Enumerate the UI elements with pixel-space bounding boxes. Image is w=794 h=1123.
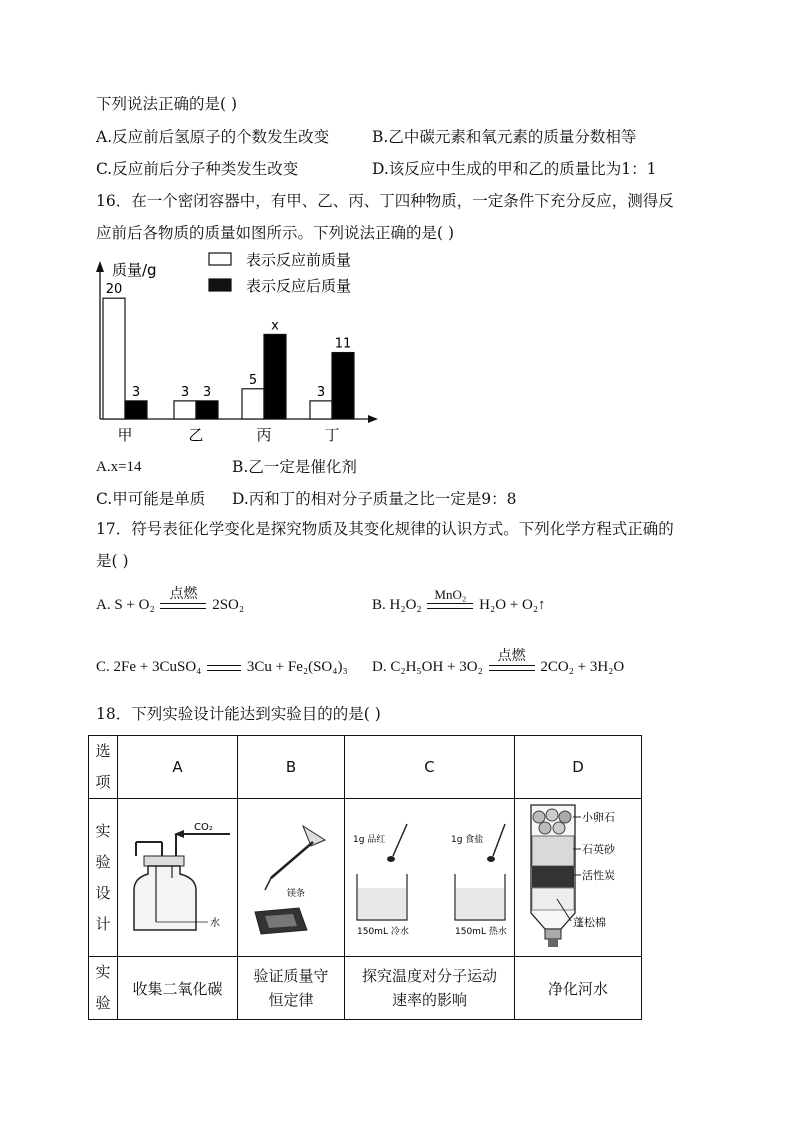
q17-c-equals	[207, 665, 241, 671]
q16-option-a: A.x=14	[96, 459, 142, 475]
legend-label-before: 表示反应前质量	[246, 251, 352, 269]
q17-option-a	[96, 586, 245, 613]
row-header-goal-text: 实 验	[95, 963, 111, 1012]
bar-甲-before	[103, 298, 125, 419]
beaker-right-bottom-label: 150mL 热水	[455, 926, 507, 936]
goal-c-line1: 探究温度对分子运动	[361, 967, 497, 985]
q17-b-right: H₂O + O₂↑	[479, 597, 546, 613]
q17-d-label: D.	[372, 659, 387, 675]
magnesium-label: 镁条	[287, 888, 306, 899]
q15-option-d: D.该反应中生成的甲和乙的质量比为1：1	[372, 160, 657, 178]
x-axis-arrow	[368, 415, 378, 423]
q17-c-label: C.	[96, 659, 110, 675]
q17-b-label: B.	[372, 597, 386, 613]
beakers-figure	[347, 816, 512, 936]
goal-c-line2: 速率的影响	[391, 991, 467, 1009]
beaker-left-top-label: 1g 品红	[353, 834, 386, 845]
layer-sand-label: 石英砂	[582, 842, 615, 856]
goal-a-line1: 收集二氧化碳	[132, 979, 223, 998]
category-label-乙: 乙	[188, 426, 204, 444]
row-header-design	[89, 799, 118, 957]
q17-a-right: 2SO₂	[212, 597, 245, 613]
legend-swatch-after	[209, 279, 231, 291]
bar-value-label: 3	[202, 384, 212, 400]
q17-d-right: 2CO₂ + 3H₂O	[540, 659, 625, 675]
bar-value-label: 3	[316, 384, 326, 400]
design-c-cell	[345, 799, 515, 957]
q17-c-left: 2Fe + 3CuSO₄	[113, 659, 202, 675]
row-header-goal	[89, 957, 118, 1020]
magnesium-burning-figure	[241, 816, 341, 936]
bar-value-label: 3	[180, 384, 190, 400]
q17-a-label: A.	[96, 597, 111, 613]
q17-c-right: 3Cu + Fe₂(SO₄)₃	[246, 659, 348, 675]
water-filter-figure	[517, 801, 639, 951]
goal-a-cell	[118, 957, 238, 1020]
gas-bottle-figure	[122, 816, 234, 936]
q17-b-left: H₂O₂	[389, 597, 422, 613]
q16-stem-line2: 应前后各物质的质量如图所示。下列说法正确的是( )	[96, 224, 455, 242]
table-row-options	[89, 736, 642, 799]
q18-experiment-table	[88, 735, 642, 1020]
design-d-cell	[515, 799, 642, 957]
category-label-丁: 丁	[324, 426, 340, 444]
bar-乙-before	[174, 401, 196, 419]
q16-option-d: D.丙和丁的相对分子质量之比一定是9：8	[232, 490, 517, 508]
bar-乙-after	[196, 401, 218, 419]
q17-option-b	[372, 586, 546, 613]
q16-stem-line1: 16．在一个密闭容器中，有甲、乙、丙、丁四种物质，一定条件下充分反应，测得反	[96, 192, 674, 210]
q17-d-equals	[489, 648, 535, 671]
layer-cotton-label: 蓬松棉	[573, 915, 606, 929]
q17-option-d	[372, 648, 625, 675]
design-a-cell	[118, 799, 238, 957]
bar-value-label: 5	[248, 372, 258, 388]
q15-option-c: C.反应前后分子种类发生改变	[96, 160, 299, 178]
layer-carbon-label: 活性炭	[582, 868, 615, 882]
beaker-right-top-label: 1g 食盐	[451, 834, 484, 845]
option-d-cell: D	[515, 736, 642, 799]
q17-d-condition: 点燃	[497, 648, 526, 664]
category-label-甲: 甲	[117, 426, 133, 444]
bar-value-label: x	[271, 318, 279, 334]
liquid-label: 水	[209, 917, 220, 929]
q17-b-condition: MnO₂	[434, 586, 467, 602]
y-axis-label: 质量/g	[112, 261, 157, 279]
option-b-cell: B	[238, 736, 345, 799]
bar-丁-before	[310, 401, 332, 419]
goal-c-cell	[345, 957, 515, 1020]
q16-bar-chart	[88, 250, 388, 446]
q18-stem: 18．下列实验设计能达到实验目的的是( )	[96, 705, 381, 723]
q17-d-left: C₂H₅OH + 3O₂	[390, 659, 483, 675]
bar-甲-after	[125, 401, 147, 419]
table-row-goal	[89, 957, 642, 1020]
option-c-cell: C	[345, 736, 515, 799]
layer-pebble-label: 小卵石	[582, 810, 615, 824]
bar-丙-before	[242, 389, 264, 419]
beaker-left-bottom-label: 150mL 冷水	[357, 926, 409, 936]
q17-stem-line2: 是( )	[96, 552, 129, 570]
y-axis-arrow	[96, 261, 104, 272]
category-label-丙: 丙	[256, 426, 272, 444]
option-a-cell: A	[118, 736, 238, 799]
goal-d-line1: 净化河水	[547, 979, 608, 998]
legend-swatch-before	[209, 253, 231, 265]
q17-stem-line1: 17．符号表征化学变化是探究物质及其变化规律的认识方式。下列化学方程式正确的	[96, 520, 674, 538]
row-header-options-text: 选 项	[95, 742, 111, 791]
row-header-design-text: 实 验 设 计	[95, 821, 111, 933]
q17-option-c	[96, 660, 348, 675]
goal-b-line2: 恒定律	[268, 991, 314, 1009]
q15-option-b: B.乙中碳元素和氧元素的质量分数相等	[372, 128, 637, 146]
goal-b-cell	[238, 957, 345, 1020]
q15-stem: 下列说法正确的是( )	[96, 95, 238, 113]
bar-丙-after	[264, 334, 286, 419]
q16-option-b: B.乙一定是催化剂	[232, 458, 357, 476]
q17-a-equals	[160, 586, 206, 609]
q15-option-a: A.反应前后氢原子的个数发生改变	[96, 128, 330, 146]
q17-b-equals	[427, 586, 473, 609]
q17-a-condition: 点燃	[169, 586, 198, 602]
goal-d-cell	[515, 957, 642, 1020]
bar-丁-after	[332, 353, 354, 419]
gas-label: CO₂	[193, 821, 213, 833]
bar-value-label: 20	[105, 282, 123, 298]
table-row-design	[89, 799, 642, 957]
bar-value-label: 11	[334, 336, 352, 352]
goal-b-line1: 验证质量守	[253, 967, 329, 985]
design-b-cell	[238, 799, 345, 957]
bar-value-label: 3	[131, 384, 141, 400]
row-header-options	[89, 736, 118, 799]
q16-option-c: C.甲可能是单质	[96, 490, 206, 508]
q17-a-left: S + O₂	[114, 597, 155, 613]
legend-label-after: 表示反应后质量	[246, 277, 352, 295]
